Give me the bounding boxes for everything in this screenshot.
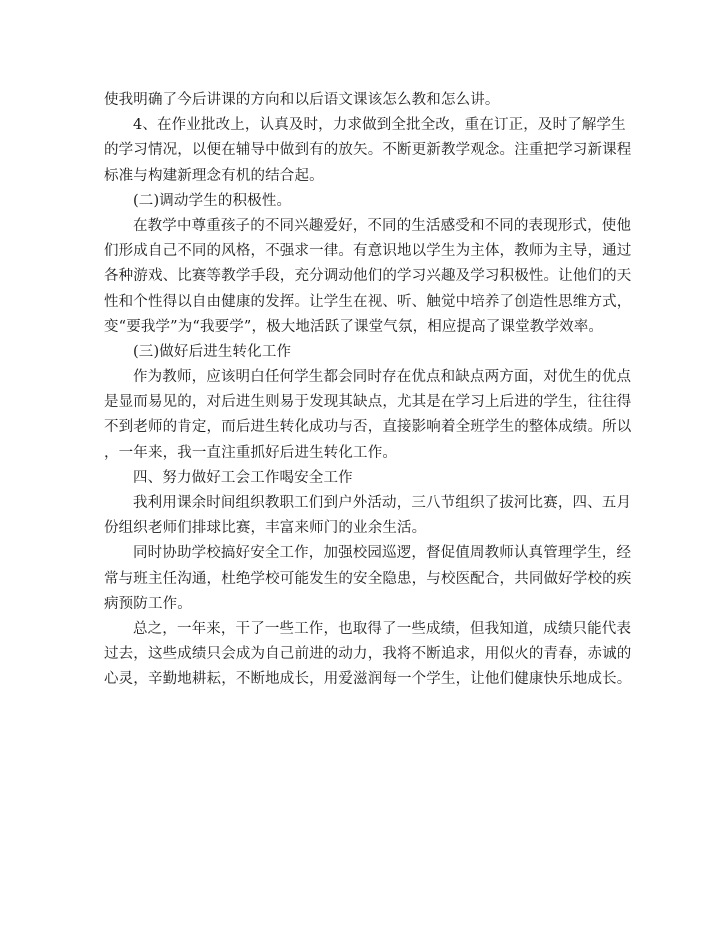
- text-line: 我利用课余时间组织教职工们到户外活动，三八节组织了拔河比赛，四、五月: [133, 495, 632, 511]
- text-line: 在教学中尊重孩子的不同兴趣爱好，不同的生活感受和不同的表现形式，使他: [133, 217, 632, 234]
- section-heading-union-safety: 四、努力做好工会工作喝安全工作: [133, 469, 353, 486]
- text-line: 常与班主任沟通，杜绝学校可能发生的安全隐患，与校医配合，共同做好学校的疾: [104, 570, 632, 587]
- text-line: 变“要我学”为“我要学”，极大地活跃了课堂气氛，相应提高了课堂教学效率。: [104, 318, 604, 335]
- text-line: 是显而易见的，对后进生则易于发现其缺点，尤其是在学习上后进的学生，往往得: [104, 394, 632, 411]
- text-line: 病预防工作。: [104, 595, 192, 612]
- text-line: 们形成自己不同的风格，不强求一律。有意识地以学生为主体，教师为主导，通过: [104, 243, 632, 260]
- text-line: 标准与构建新理念有机的结合起。: [104, 167, 324, 184]
- text-line: 的学习情况，以便在辅导中做到有的放矢。不断更新教学观念。注重把学习新课程: [104, 142, 632, 159]
- conclusion-paragraph: 总之，一年来，干了一些工作，也取得了一些成绩，但我知道，成绩只能代表: [133, 620, 632, 637]
- text-line: 性和个性得以自由健康的发挥。让学生在视、听、触觉中培养了创造性思维方式，: [104, 293, 632, 310]
- text-line: 使我明确了今后讲课的方向和以后语文课该怎么教和怎么讲。: [104, 92, 500, 108]
- section-heading-motivation: (二)调动学生的积极性。: [133, 192, 292, 209]
- text-line: 心灵，辛勤地耕耘，不断地成长，用爱滋润每一个学生，让他们健康快乐地成长。: [104, 671, 632, 688]
- text-line: 作为教师，应该明白任何学生都会同时存在优点和缺点两方面，对优生的优点: [133, 369, 632, 386]
- text-line: 过去，这些成绩只会成为自己前进的动力，我将不断追求，用似火的青春，赤诚的: [104, 646, 632, 663]
- text-line: 同时协助学校搞好安全工作，加强校园巡逻，督促值周教师认真管理学生，经: [133, 545, 632, 562]
- section-heading-struggling-students: (三)做好后进生转化工作: [133, 343, 292, 360]
- text-line: ，一年来，我一直注重抓好后进生转化工作。: [104, 444, 397, 461]
- document-page: [104, 88, 632, 693]
- text-line: 不到老师的肯定，而后进生转化成功与否，直接影响着全班学生的整体成绩。所以: [104, 419, 632, 436]
- text-line: 各种游戏、比赛等教学手段，充分调动他们的学习兴趣及学习积极性。让他们的天: [104, 268, 632, 285]
- text-line: 份组织老师们排球比赛，丰富来师门的业余生活。: [104, 520, 427, 537]
- list-item-homework: 4、在作业批改上，认真及时，力求做到全批全改，重在订正，及时了解学生: [133, 117, 626, 134]
